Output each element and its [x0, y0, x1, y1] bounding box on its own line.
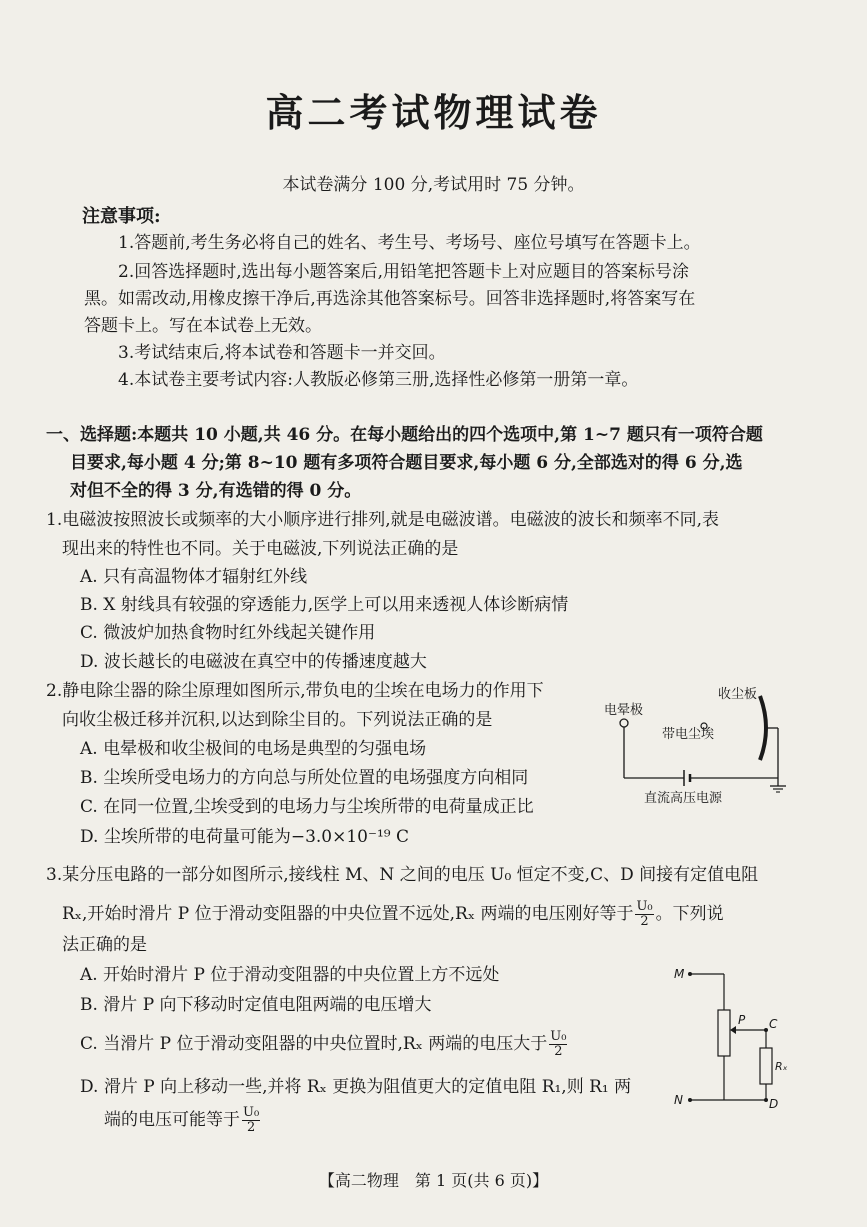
- terminal-d-label: D: [769, 1097, 779, 1110]
- section1-line2: 目要求,每小题 4 分;第 8~10 题有多项符合题目要求,每小题 6 分,全部选对的得 6 分,选: [70, 453, 743, 473]
- fraction-u0-over-2: $\frac{\text{U₀}}{2}$: [243, 1105, 260, 1135]
- rheostat: [718, 1010, 730, 1056]
- q2-option-a: A. 电晕极和收尘极间的电场是典型的匀强电场: [80, 739, 427, 759]
- note-item-2b: 黑。如需改动,用橡皮擦干净后,再选涂其他答案标号。回答非选择题时,将答案写在: [84, 289, 696, 309]
- section1-line3: 对但不全的得 3 分,有选错的得 0 分。: [70, 481, 362, 501]
- q3-stem-c: 法正确的是: [62, 935, 147, 955]
- note-item-1: 1.答题前,考生务必将自己的姓名、考生号、考场号、座位号填写在答题卡上。: [118, 233, 701, 253]
- q3-option-d-b: [104, 1106, 262, 1135]
- section1-line1: 一、选择题:本题共 10 小题,共 46 分。在每小题给出的四个选项中,第 1~7 题只有一项符合题: [46, 425, 763, 445]
- electrostatic-precipitator-figure: [600, 680, 800, 810]
- q3-option-d-a: D. 滑片 P 向上移动一些,并将 Rₓ 更换为阻值更大的定值电阻 R₁,则 R₁ 两: [80, 1077, 632, 1097]
- q2-stem-b: 向收尘极迁移并沉积,以达到除尘目的。下列说法正确的是: [62, 710, 493, 730]
- q2-option-b: B. 尘埃所受电场力的方向总与所处位置的电场强度方向相同: [80, 768, 529, 788]
- slider-p: [730, 1026, 736, 1034]
- fraction-u0-over-2: $\frac{\text{U₀}}{2}$: [636, 899, 653, 929]
- q1-option-b: B. X 射线具有较强的穿透能力,医学上可以用来透视人体诊断病情: [80, 595, 569, 615]
- q1-option-d: D. 波长越长的电磁波在真空中的传播速度越大: [80, 652, 427, 672]
- q2-stem-a: 2.静电除尘器的除尘原理如图所示,带负电的尘埃在电场力的作用下: [46, 681, 544, 701]
- q1-stem-b: 现出来的特性也不同。关于电磁波,下列说法正确的是: [62, 539, 459, 559]
- q1-option-c: C. 微波炉加热食物时红外线起关键作用: [80, 623, 376, 643]
- note-item-2c: 答题卡上。写在本试卷上无效。: [84, 316, 322, 336]
- slider-p-label: P: [738, 1013, 746, 1027]
- q3-stem-b-tail: 。下列说: [655, 904, 724, 924]
- voltage-divider-figure: [670, 960, 800, 1110]
- terminal-d: [764, 1098, 768, 1102]
- note-item-3: 3.考试结束后,将本试卷和答题卡一并交回。: [118, 343, 446, 363]
- notes-heading: 注意事项:: [82, 206, 161, 227]
- note-item-2a: 2.回答选择题时,选出每小题答案后,用铅笔把答题卡上对应题目的答案标号涂: [118, 262, 690, 282]
- exam-intro: 本试卷满分 100 分,考试用时 75 分钟。: [282, 175, 585, 195]
- terminal-m-label: M: [674, 967, 685, 981]
- q3-option-b: B. 滑片 P 向下移动时定值电阻两端的电压增大: [80, 995, 432, 1015]
- dust-label: 带电尘埃: [662, 727, 715, 742]
- page-footer: 【高二物理 第 1 页(共 6 页)】: [318, 1171, 549, 1190]
- q2-option-c: C. 在同一位置,尘埃受到的电场力与尘埃所带的电荷量成正比: [80, 797, 534, 817]
- corona-label: 电晕极: [604, 703, 644, 718]
- q1-stem-a: 1.电磁波按照波长或频率的大小顺序进行排列,就是电磁波谱。电磁波的波长和频率不同,表: [46, 510, 720, 530]
- collector-plate: [760, 696, 766, 760]
- terminal-n-label: N: [674, 1093, 683, 1107]
- power-source-label: 直流高压电源: [644, 791, 723, 806]
- fraction-u0-over-2: $\frac{\text{U₀}}{2}$: [550, 1029, 567, 1059]
- collector-label: 收尘板: [718, 687, 758, 702]
- q3-stem-b-text: Rₓ,开始时滑片 P 位于滑动变阻器的中央位置不远处,Rₓ 两端的电压刚好等于: [62, 904, 634, 924]
- resistor-rx-label: Rₓ: [775, 1060, 788, 1073]
- q3-option-d-b-text: 端的电压可能等于: [104, 1110, 240, 1130]
- q3-option-a: A. 开始时滑片 P 位于滑动变阻器的中央位置上方不远处: [80, 965, 500, 985]
- note-item-4: 4.本试卷主要考试内容:人教版必修第三册,选择性必修第一册第一章。: [118, 370, 639, 390]
- q2-option-d: D. 尘埃所带的电荷量可能为−3.0×10⁻¹⁹ C: [80, 827, 410, 847]
- q3-stem-a: 3.某分压电路的一部分如图所示,接线柱 M、N 之间的电压 U₀ 恒定不变,C、D 间接有定值电阻: [46, 865, 759, 885]
- q3-option-c: [80, 1030, 569, 1059]
- terminal-c-label: C: [769, 1017, 778, 1031]
- q1-option-a: A. 只有高温物体才辐射红外线: [80, 567, 308, 587]
- page-title: 高二考试物理试卷: [265, 90, 602, 135]
- corona-electrode: [620, 719, 628, 727]
- q3-stem-b: [62, 900, 724, 929]
- q3-option-c-text: C. 当滑片 P 位于滑动变阻器的中央位置时,Rₓ 两端的电压大于: [80, 1034, 548, 1054]
- terminal-n: [688, 1098, 692, 1102]
- resistor-rx: [760, 1048, 772, 1084]
